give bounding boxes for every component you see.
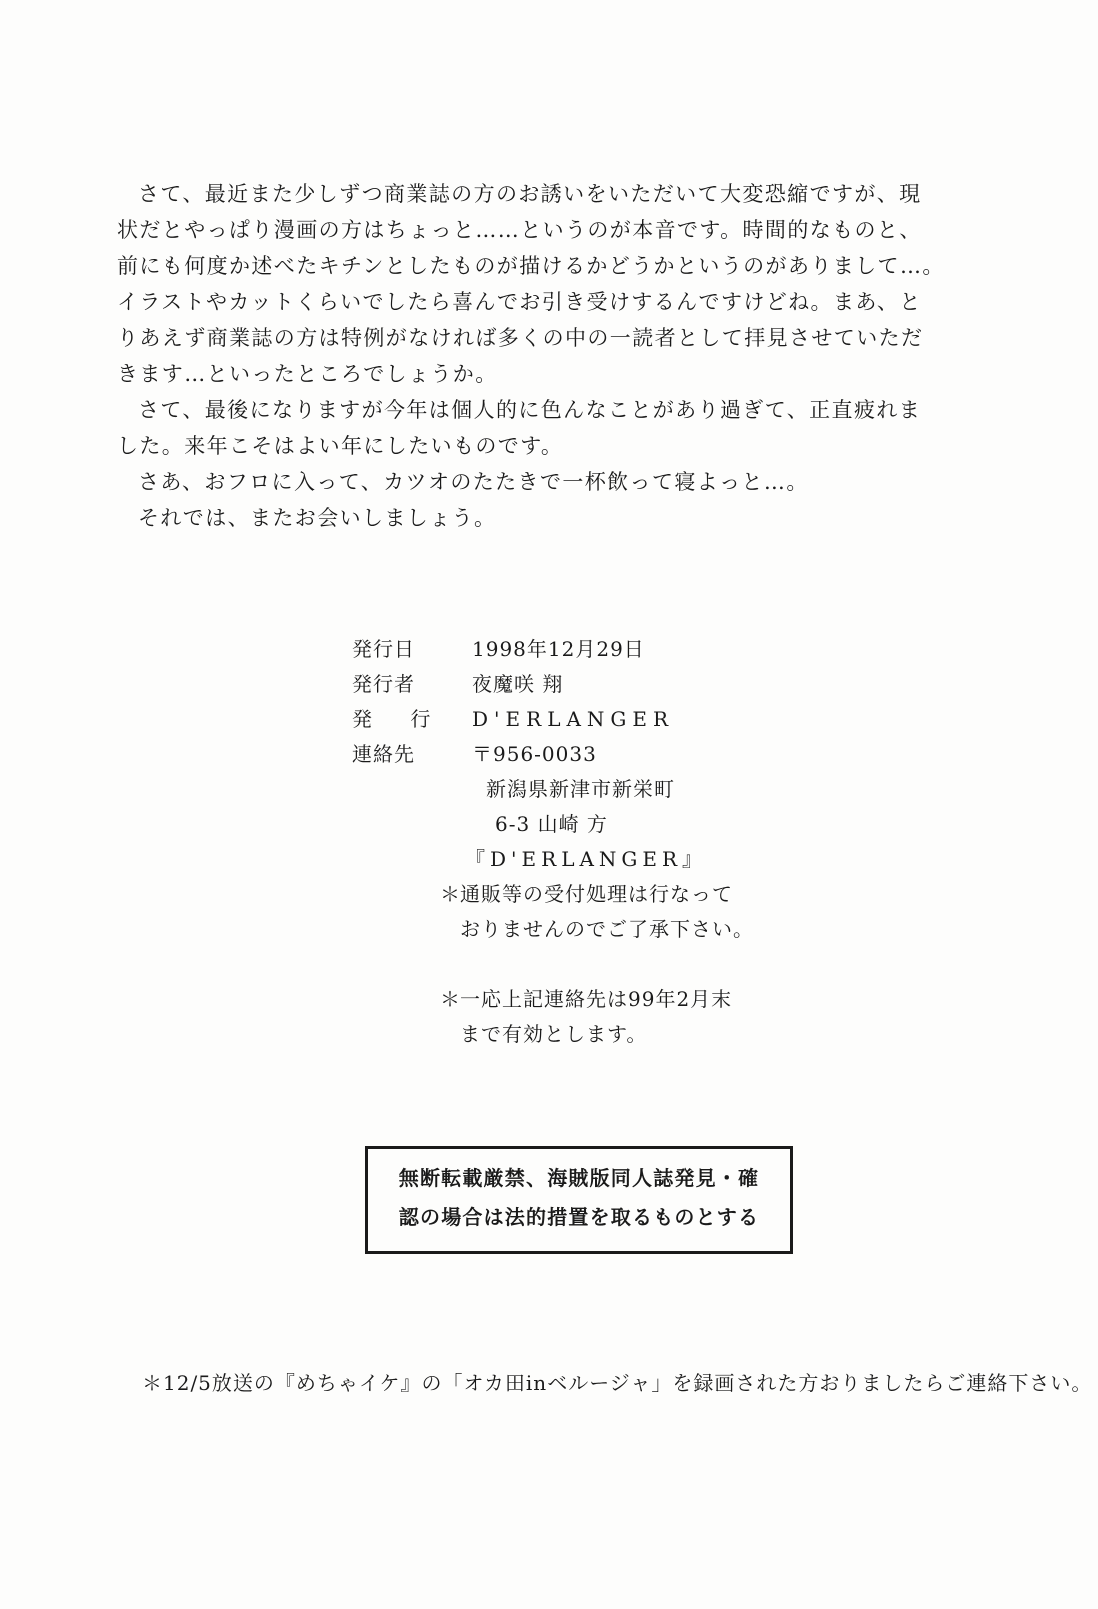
afterword-line: きます…といったところでしょうか。	[117, 362, 498, 386]
note-text: 通販等の受付処理は行なって	[460, 882, 733, 906]
note-text: おりませんのでご了承下さい。	[460, 917, 754, 941]
afterword-line: さて、最後になりますが今年は個人的に色んなことがあり過ぎて、正直疲れま	[138, 398, 922, 422]
warning-line: 認の場合は法的措置を取るものとする	[398, 1205, 760, 1229]
issuer-row	[352, 702, 872, 737]
note-text: 一応上記連絡先は99年2月末	[460, 987, 733, 1011]
afterword-line: りあえず商業誌の方は特例がなければ多くの中の一読者として拝見させていただ	[117, 326, 924, 350]
copyright-warning-box	[365, 1146, 793, 1254]
issue-date-value: 1998年12月29日	[472, 637, 645, 661]
colophon-block	[352, 632, 872, 1046]
address-line	[352, 807, 872, 842]
issuer-label: 発 行	[352, 707, 447, 731]
afterword-line: それでは、またお会いしましょう。	[138, 506, 497, 530]
afterword-line: イラストやカットくらいでしたら喜んでお引き受けするんですけどね。まあ、と	[117, 290, 922, 314]
issue-date-row	[352, 632, 872, 667]
publisher-value: 夜魔咲 翔	[472, 672, 564, 696]
validity-note	[440, 982, 732, 1052]
warning-line: 無断転載厳禁、海賊版同人誌発見・確	[398, 1166, 760, 1190]
issuer-value: D'ERLANGER	[472, 707, 675, 731]
note-text: まで有効とします。	[460, 1022, 648, 1046]
afterword-line: 状だとやっぱり漫画の方はちょっと……というのが本音です。時間的なものと、	[117, 218, 922, 242]
address-circle: 『D'ERLANGER』	[465, 847, 708, 871]
address-line	[352, 842, 872, 877]
contact-row	[352, 737, 872, 772]
address-prefecture: 新潟県新津市新栄町	[486, 777, 675, 801]
address-street: 6-3 山崎 方	[495, 812, 608, 836]
mail-order-note	[440, 877, 754, 947]
postal-code: 〒956-0033	[472, 742, 597, 766]
recording-request-footnote: ＊12/5放送の『めちゃイケ』の「オカ田inベルージャ」を録画された方おりましたらご連絡下さい。	[142, 1371, 1093, 1395]
asterisk-mark: ＊	[440, 987, 461, 1011]
afterword-line: さあ、おフロに入って、カツオのたたきで一杯飲って寝よっと…。	[138, 470, 809, 494]
afterword-line: 前にも何度か述べたキチンとしたものが描けるかどうかというのがありまして…。	[117, 254, 945, 278]
address-line	[352, 772, 872, 807]
contact-label: 連絡先	[352, 742, 415, 766]
afterword-line: さて、最近また少しずつ商業誌の方のお誘いをいただいて大変恐縮ですが、現	[138, 182, 922, 206]
afterword-text	[117, 176, 997, 536]
publisher-row	[352, 667, 872, 702]
asterisk-mark: ＊	[440, 882, 461, 906]
publisher-label: 発行者	[352, 672, 415, 696]
afterword-line: した。来年こそはよい年にしたいものです。	[117, 434, 564, 458]
issue-date-label: 発行日	[352, 637, 415, 661]
